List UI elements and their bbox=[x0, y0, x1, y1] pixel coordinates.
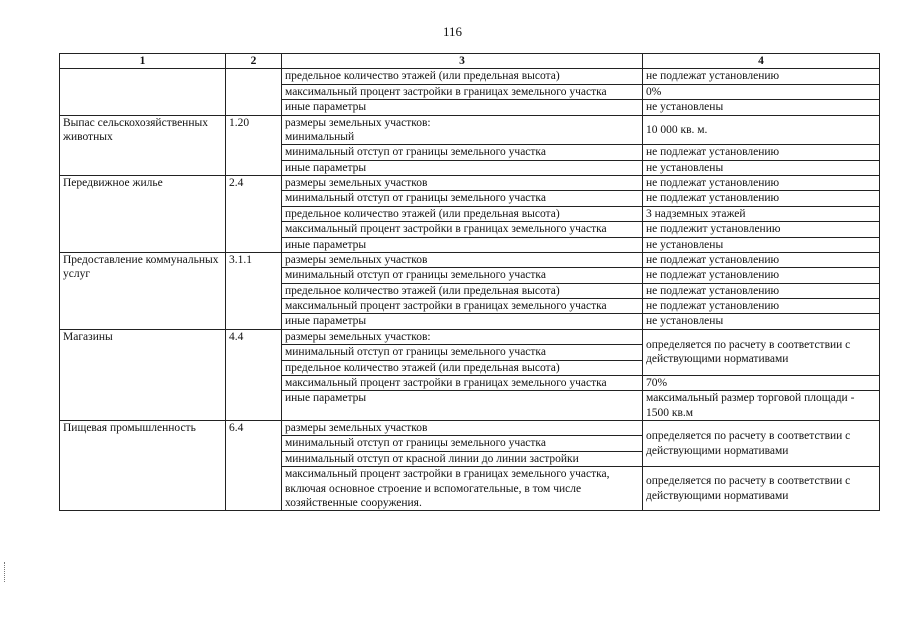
header-col-1: 1 bbox=[60, 54, 226, 69]
parameter-name: размеры земельных участков: минимальный bbox=[282, 115, 643, 145]
parameter-name: размеры земельных участков bbox=[282, 421, 643, 436]
parameter-name: максимальный процент застройки в границах земельного участка bbox=[282, 84, 643, 99]
parameter-value: не подлежат установлению bbox=[643, 283, 880, 298]
parameter-name: максимальный процент застройки в границах земельного участка bbox=[282, 299, 643, 314]
table-row bbox=[60, 252, 880, 267]
parameter-name: минимальный отступ от границы земельного участка bbox=[282, 345, 643, 360]
parameter-name: иные параметры bbox=[282, 237, 643, 252]
parameter-value: определяется по расчету в соответствии с действующими нормативами bbox=[643, 421, 880, 467]
table-row bbox=[60, 329, 880, 344]
parameter-value: максимальный размер торговой площади - 1500 кв.м bbox=[643, 391, 880, 421]
land-use-type: Передвижное жилье bbox=[60, 176, 226, 253]
land-use-code: 1.20 bbox=[226, 115, 282, 176]
land-use-code: 6.4 bbox=[226, 421, 282, 511]
parameter-value: определяется по расчету в соответствии с действующими нормативами bbox=[643, 329, 880, 375]
parameter-name: размеры земельных участков: bbox=[282, 329, 643, 344]
margin-mark bbox=[4, 562, 8, 582]
parameter-name: иные параметры bbox=[282, 100, 643, 115]
land-use-type: Пищевая промышленность bbox=[60, 421, 226, 511]
parameter-name: максимальный процент застройки в границах земельного участка bbox=[282, 375, 643, 390]
parameter-value: не подлежат установлению bbox=[643, 191, 880, 206]
land-use-type: Магазины bbox=[60, 329, 226, 420]
table-header-row bbox=[60, 54, 880, 69]
land-use-type bbox=[60, 69, 226, 115]
table-row bbox=[60, 176, 880, 191]
parameter-value: не подлежат установлению bbox=[643, 252, 880, 267]
parameter-name: минимальный отступ от границы земельного участка bbox=[282, 191, 643, 206]
parameter-name: максимальный процент застройки в границах земельного участка bbox=[282, 222, 643, 237]
land-use-type: Выпас сельскохозяйственных животных bbox=[60, 115, 226, 176]
parameter-value: 0% bbox=[643, 84, 880, 99]
parameter-name: иные параметры bbox=[282, 160, 643, 175]
parameter-name: минимальный отступ от границы земельного участка bbox=[282, 145, 643, 160]
parameter-value: не установлены bbox=[643, 100, 880, 115]
header-col-3: 3 bbox=[282, 54, 643, 69]
parameter-name: предельное количество этажей (или предельная высота) bbox=[282, 206, 643, 221]
parameter-name: предельное количество этажей (или предельная высота) bbox=[282, 69, 643, 84]
parameter-value: не установлены bbox=[643, 237, 880, 252]
parameter-value: не подлежат установлению bbox=[643, 145, 880, 160]
parameter-value: не установлены bbox=[643, 314, 880, 329]
parameter-value: не установлены bbox=[643, 160, 880, 175]
land-use-type: Предоставление коммунальных услуг bbox=[60, 252, 226, 329]
parameter-name: размеры земельных участков bbox=[282, 252, 643, 267]
parameter-value: не подлежат установлению bbox=[643, 69, 880, 84]
parameter-value: не подлежат установлению bbox=[643, 268, 880, 283]
parameter-name: минимальный отступ от красной линии до линии застройки bbox=[282, 451, 643, 466]
land-use-code: 2.4 bbox=[226, 176, 282, 253]
parameter-value: не подлежит установлению bbox=[643, 222, 880, 237]
parameter-name: минимальный отступ от границы земельного участка bbox=[282, 436, 643, 451]
parameter-name: иные параметры bbox=[282, 314, 643, 329]
table-row bbox=[60, 421, 880, 436]
parameter-value: не подлежат установлению bbox=[643, 299, 880, 314]
land-use-code: 4.4 bbox=[226, 329, 282, 420]
header-col-4: 4 bbox=[643, 54, 880, 69]
parameter-value: 10 000 кв. м. bbox=[643, 115, 880, 145]
parameter-value: определяется по расчету в соответствии с действующими нормативами bbox=[643, 467, 880, 511]
land-use-code: 3.1.1 bbox=[226, 252, 282, 329]
parameter-name: предельное количество этажей (или предельная высота) bbox=[282, 360, 643, 375]
land-use-code bbox=[226, 69, 282, 115]
parameter-name: максимальный процент застройки в границах земельного участка, включая основное строение и вспомогательные, в том числе хозяйственные сооружения. bbox=[282, 467, 643, 511]
parameter-name: минимальный отступ от границы земельного участка bbox=[282, 268, 643, 283]
header-col-2: 2 bbox=[226, 54, 282, 69]
parameter-name: предельное количество этажей (или предельная высота) bbox=[282, 283, 643, 298]
parameter-name: иные параметры bbox=[282, 391, 643, 421]
parameter-value: не подлежат установлению bbox=[643, 176, 880, 191]
parameter-name: размеры земельных участков bbox=[282, 176, 643, 191]
zoning-parameters-table bbox=[59, 53, 880, 511]
parameter-value: 70% bbox=[643, 375, 880, 390]
table-row bbox=[60, 115, 880, 145]
page-number: 116 bbox=[442, 24, 463, 39]
table-row bbox=[60, 69, 880, 84]
parameter-value: 3 надземных этажей bbox=[643, 206, 880, 221]
